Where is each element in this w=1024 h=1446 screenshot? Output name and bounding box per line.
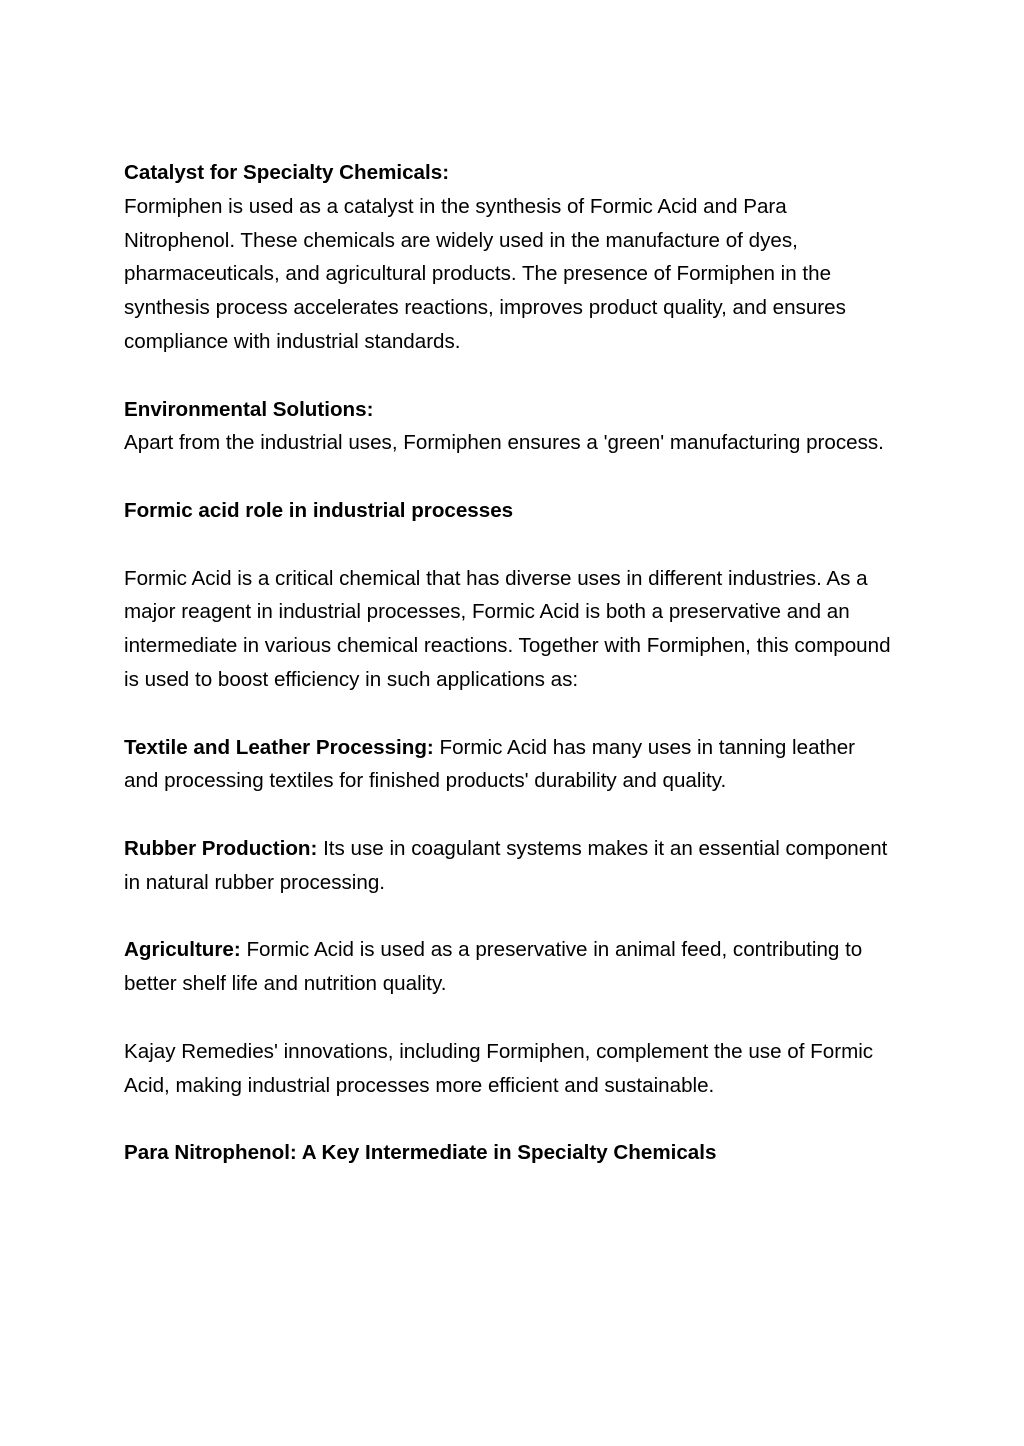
agriculture-paragraph	[124, 933, 894, 1001]
textile-section	[124, 731, 894, 799]
agriculture-text: Formic Acid is used as a preservative in animal feed, contributing to better shelf life and nutrition quality.	[124, 938, 863, 996]
catalyst-heading: Catalyst for Specialty Chemicals:	[124, 161, 450, 184]
rubber-label: Rubber Production:	[124, 836, 318, 860]
para-nitrophenol-heading: Para Nitrophenol: A Key Intermediate in Specialty Chemicals	[124, 1141, 717, 1165]
environmental-paragraph: Apart from the industrial uses, Formiphen ensures a 'green' manufacturing process.	[124, 431, 884, 455]
agriculture-section	[124, 933, 894, 1001]
formic-intro-section	[124, 562, 894, 697]
catalyst-section	[124, 156, 894, 359]
para-nitrophenol-section	[124, 1136, 894, 1170]
formic-role-heading: Formic acid role in industrial processes	[124, 498, 514, 522]
textile-text: Formic Acid has many uses in tanning leather and processing textiles for finished products' durability and quality.	[124, 735, 856, 793]
kajay-section	[124, 1035, 894, 1103]
kajay-paragraph: Kajay Remedies' innovations, including Formiphen, complement the use of Formic Acid, making industrial processes more efficient and sustainable.	[124, 1039, 874, 1097]
textile-paragraph	[124, 731, 894, 799]
document-page	[124, 156, 894, 1204]
formic-role-section	[124, 494, 894, 528]
environmental-section	[124, 393, 894, 461]
catalyst-paragraph: Formiphen is used as a catalyst in the synthesis of Formic Acid and Para Nitrophenol. These chemicals are widely used in the manufacture of dyes, pharmaceuticals, and agricultural products. The presence of Formiphen in the synthesis process accelerates reactions, improves product quality, and ensures compliance with industrial standards.	[124, 194, 846, 353]
environmental-heading: Environmental Solutions:	[124, 397, 374, 421]
rubber-text: Its use in coagulant systems makes it an essential component in natural rubber processing.	[124, 836, 888, 894]
agriculture-label: Agriculture:	[124, 938, 241, 962]
rubber-paragraph	[124, 832, 894, 900]
textile-label: Textile and Leather Processing:	[124, 735, 434, 759]
formic-intro-paragraph: Formic Acid is a critical chemical that has diverse uses in different industries. As a major reagent in industrial processes, Formic Acid is both a preservative and an intermediate in various chemical reactions. Together with Formiphen, this compound is used to boost efficiency in such applications as:	[124, 566, 891, 691]
rubber-section	[124, 832, 894, 900]
